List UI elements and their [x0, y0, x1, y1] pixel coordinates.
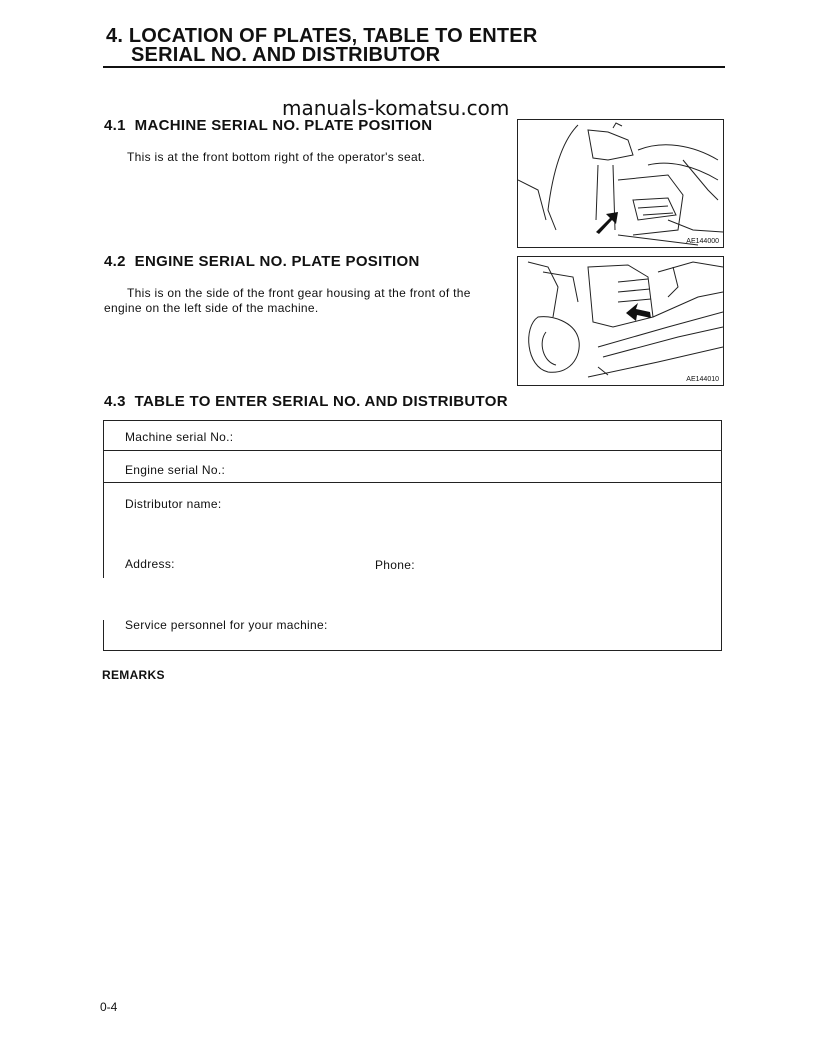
- service-personnel-field-label: Service personnel for your machine:: [125, 618, 328, 632]
- table-right-border: [721, 420, 722, 650]
- section-text-engine-plate-line1: This is on the side of the front gear housing at the front of the: [127, 286, 471, 300]
- engine-serial-field-label: Engine serial No.:: [125, 463, 226, 477]
- table-left-border-lower: [103, 620, 104, 650]
- figure-code: AE144000: [686, 238, 719, 245]
- section-text-machine-plate: This is at the front bottom right of the operator's seat.: [127, 150, 426, 164]
- figure-code: AE144010: [686, 376, 719, 383]
- figure-engine-plate: [517, 256, 724, 386]
- page-title-line1: 4. LOCATION OF PLATES, TABLE TO ENTER: [106, 25, 538, 47]
- table-row-divider-1: [103, 450, 722, 451]
- distributor-name-field-label: Distributor name:: [125, 497, 222, 511]
- machine-seat-illustration: [518, 120, 723, 247]
- phone-field-label: Phone:: [375, 558, 415, 572]
- section-heading-table: 4.3 TABLE TO ENTER SERIAL NO. AND DISTRIBUTOR: [104, 393, 508, 410]
- title-underline: [103, 66, 725, 68]
- engine-housing-illustration: [518, 257, 723, 385]
- machine-serial-field-label: Machine serial No.:: [125, 430, 234, 444]
- page-title-line2: SERIAL NO. AND DISTRIBUTOR: [131, 44, 441, 66]
- table-left-border: [103, 420, 104, 578]
- table-row-divider-2: [103, 482, 722, 483]
- remarks-heading: REMARKS: [102, 668, 165, 682]
- address-field-label: Address:: [125, 557, 175, 571]
- section-heading-engine-plate: 4.2 ENGINE SERIAL NO. PLATE POSITION: [104, 253, 420, 270]
- figure-machine-plate: [517, 119, 724, 248]
- page-number: 0-4: [100, 1000, 118, 1014]
- table-bottom-border: [103, 650, 722, 651]
- table-top-border: [103, 420, 722, 421]
- section-heading-machine-plate: 4.1 MACHINE SERIAL NO. PLATE POSITION: [104, 117, 433, 134]
- section-text-engine-plate-line2: engine on the left side of the machine.: [104, 301, 319, 315]
- watermark-text: manuals-komatsu.com: [282, 96, 510, 120]
